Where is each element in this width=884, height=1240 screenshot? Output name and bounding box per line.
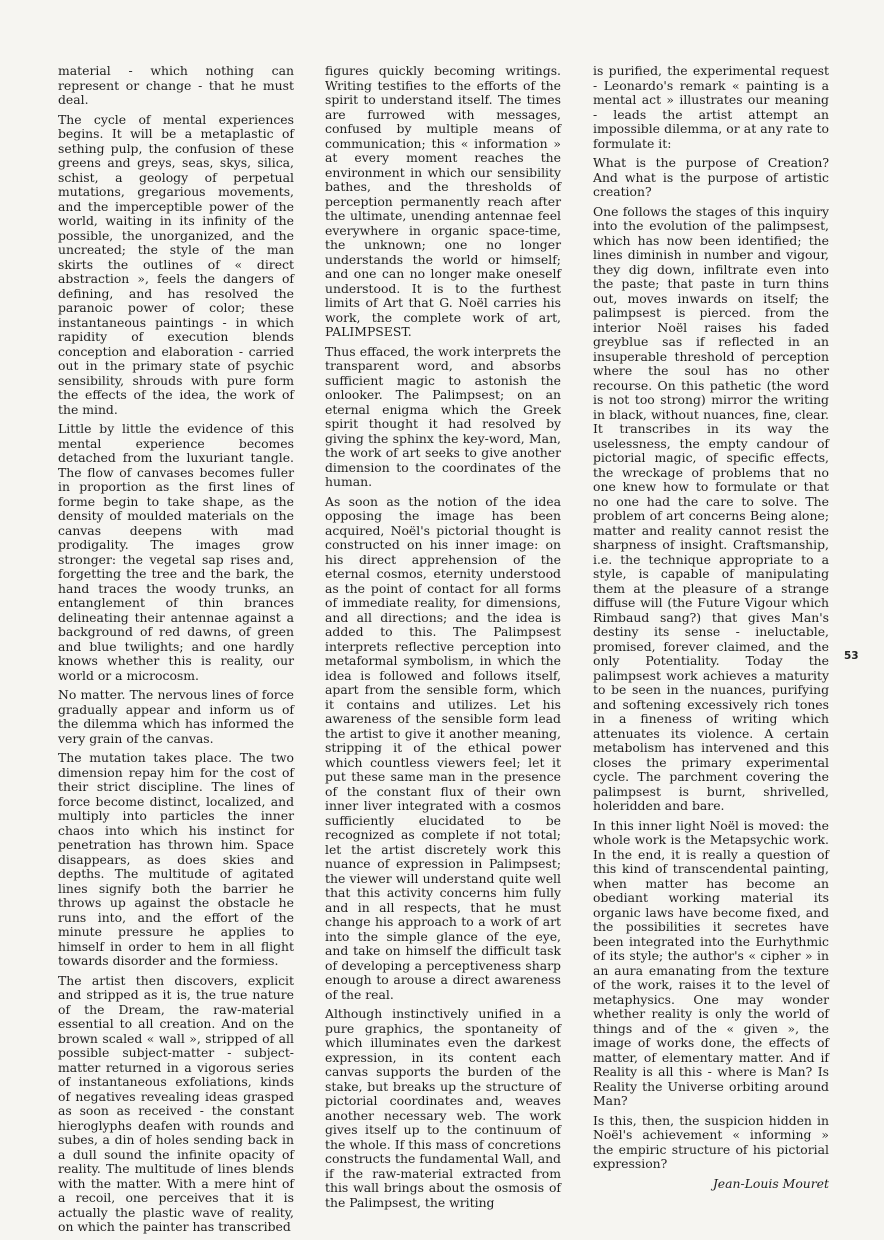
- paragraph: One follows the stages of this inquiry into the evolution of the palimpsest, which has now been identified; the lines diminish in number and vigour, they dig down, infiltrate even into the paste; that paste in turn thins out, moves inwards on itself; the palimpsest is pierced. from the interior Noël raises his faded greyblue sas if reflected in an insuperable threshold of perception where the soul has no other recourse. On this pathetic (the word is not too strong) mirror the writing in black, without nuances, fine, clear. It transcribes in its way the uselessness, the empty candour of pictorial magic, of specific effects, the wreckage of problems that no one knew how to formulate or that no one had the care to solve. The problem of art concerns Being alone; matter and reality cannot resist the sharpness of insight. Craftsmanship, i.e. the technique appropriate to a style, is capable of manipulating them at the pleasure of a strange diffuse will (the Future Vigour which Rimbaud sang?) that gives Man's destiny its sense - ineluctable, promised, forever claimed, and the only Potentiality. Today the palimpsest work achieves a maturity to be seen in the nuances, purifying and softening excessively rich tones in a fineness of writing which attenuates its violence. A certain metabolism has intervened and this closes the primary experimental cycle. The parchment covering the palimpsest is burnt, shrivelled, holeridden and bare.: [593, 203, 829, 813]
- text-column-1: [58, 64, 294, 1240]
- paragraph: Although instinctively unified in a pure graphics, the spontaneity of which illuminates even the darkest expression, in its content each canvas supports the burden of the stake, but breaks up the structure of pictorial coordinates and, weaves another necessary web. The work gives itself up to the continuum of the whole. If this mass of concretions constructs the fundamental Wall, and if the raw-material extracted from this wall brings about the osmosis of the Palimpsest, the writing: [325, 1006, 561, 1210]
- paragraph: material - which nothing can represent or change - that he must deal.: [58, 63, 294, 107]
- paragraph: is purified, the experimental request - Leonardo's remark « painting is a mental act » illustrates our meaning - leads the artist attempt an impossible dilemma, or at any rate to formulate it:: [593, 63, 829, 151]
- paragraph: Thus effaced, the work interprets the transparent word, and absorbs sufficient magic to astonish the onlooker. The Palimpsest; on an eternal enigma which the Greek spirit thought it had resolved by giving the sphinx the key-word, Man, the work of art seeks to give another dimension to the coordinates of the human.: [325, 343, 561, 489]
- text-column-2: [325, 64, 561, 1215]
- paragraph: Is this, then, the suspicion hidden in Noël's achievement « informing » the empiric structure of his pictorial expression?: [593, 1112, 829, 1171]
- paragraph: No matter. The nervous lines of force gradually appear and inform us of the dilemma which has informed the very grain of the canvas.: [58, 687, 294, 746]
- author-signature: Jean-Louis Mouret: [712, 1175, 829, 1191]
- paragraph: Little by little the evidence of this mental experience becomes detached from the luxuriant tangle. The flow of canvases becomes fuller in proportion as the first lines of forme begin to take shape, as the density of moulded materials on the canvas deepens with mad prodigality. The images grow stronger: the vegetal sap rises and, forgetting the tree and the bark, the hand traces the woody trunks, an entanglement of thin brances delineating their antennae against a background of red dawns, of green and blue twilights; and one hardly knows whether this is reality, our world or a microcosm.: [58, 421, 294, 683]
- paragraph: In this inner light Noël is moved: the whole work is the Metapsychic work. In the end, it is really a question of this kind of transcendental painting, when matter has become an obediant working material its organic laws have become fixed, and the possibilities it secretes have been integrated into the Eurhythmic of its style; the author's « cipher » in an aura emanating from the texture of the work, raises it to the level of metaphysics. One may wonder whether reality is only the world of things and of the « given », the image of works done, the effects of matter, of elementary matter. And if Reality is all this - where is Man? Is Reality the Universe orbiting around Man?: [593, 817, 829, 1108]
- paragraph: As soon as the notion of the idea opposing the image has been acquired, Noël's pictorial thought is constructed on his inner image: on his direct apprehension of the eternal cosmos, eternity understood as the point of contact for all forms of immediate reality, for dimensions, and all directions; and the idea is added to this. The Palimpsest interprets reflective perception into metaformal symbolism, in which the idea is followed and follows itself, apart from the sensible form, which it contains and utilizes. Let his awareness of the sensible form lead the artist to give it another meaning, stripping it of the ethical power which countless viewers feel; let it put these same man in the presence of the constant flux of their own inner liver integrated with a cosmos sufficiently elucidated to be recognized as complete if not total; let the artist discretely work this nuance of expression in Palimpsest; the viewer will understand quite well that this activity concerns him fully and in all respects, that he must change his approach to a work of art into the simple glance of the eye, and take on himself the difficult task of developing a perceptiveness sharp enough to arouse a direct awareness of the real.: [325, 493, 561, 1002]
- paragraph: figures quickly becoming writings. Writing testifies to the efforts of the spirit to understand itself. The times are furrowed with messages, confused by multiple means of communication; this « information » at every moment reaches the environment in which our sensibility bathes, and the thresholds of perception permanently reach after the ultimate, unending antennae feel everywhere in organic space-time, the unknown; one no longer understands the world or himself; and one can no longer make oneself understood. It is to the furthest limits of Art that G. Noël carries his work, the complete work of art, PALIMPSEST.: [325, 63, 561, 339]
- page-number: 53: [844, 650, 859, 662]
- paragraph: The artist then discovers, explicit and stripped as it is, the true nature of the Dream, the raw-material essential to all creation. And on the brown scaled « wall », stripped of all possible subject-matter - subject-matter returned in a vigorous series of instantaneous exfoliations, kinds of negatives revealing ideas grasped as soon as received - the constant hieroglyphs deafen with rounds and subes, a din of holes sending back in a dull sound the infinite opacity of reality. The multitude of lines blends with the matter. With a mere hint of a recoil, one perceives that it is actually the plastic wave of reality, on which the painter has transcribed: [58, 972, 294, 1234]
- paragraph: The cycle of mental experiences begins. It will be a metaplastic of sething pulp, the confusion of these greens and greys, seas, skys, silica, schist, a geology of perpetual mutations, gregarious movements, and the imperceptible power of the world, waiting in its infinity of the possible, the unorganized, and the uncreated; the style of the man skirts the outlines of « direct abstraction », feels the dangers of defining, and has resolved the paranoic power of color; these instantaneous paintings - in which rapidity of execution blends conception and elaboration - carried out in the primary state of psychic sensibility, shrouds with pure form the effects of the idea, the work of the mind.: [58, 111, 294, 417]
- paragraph: The mutation takes place. The two dimension repay him for the cost of their strict discipline. The lines of force become distinct, localized, and multiply into particles the inner chaos into which his instinct for penetration has thrown him. Space disappears, as does skies and depths. The multitude of agitated lines signify both the barrier he throws up against the obstacle he runs into, and the effort of the minute pressure he applies to himself in order to hem in all flight towards disorder and the formiess.: [58, 750, 294, 968]
- text-column-3: [593, 64, 829, 1196]
- paragraph: What is the purpose of Creation? And what is the purpose of artistic creation?: [593, 155, 829, 199]
